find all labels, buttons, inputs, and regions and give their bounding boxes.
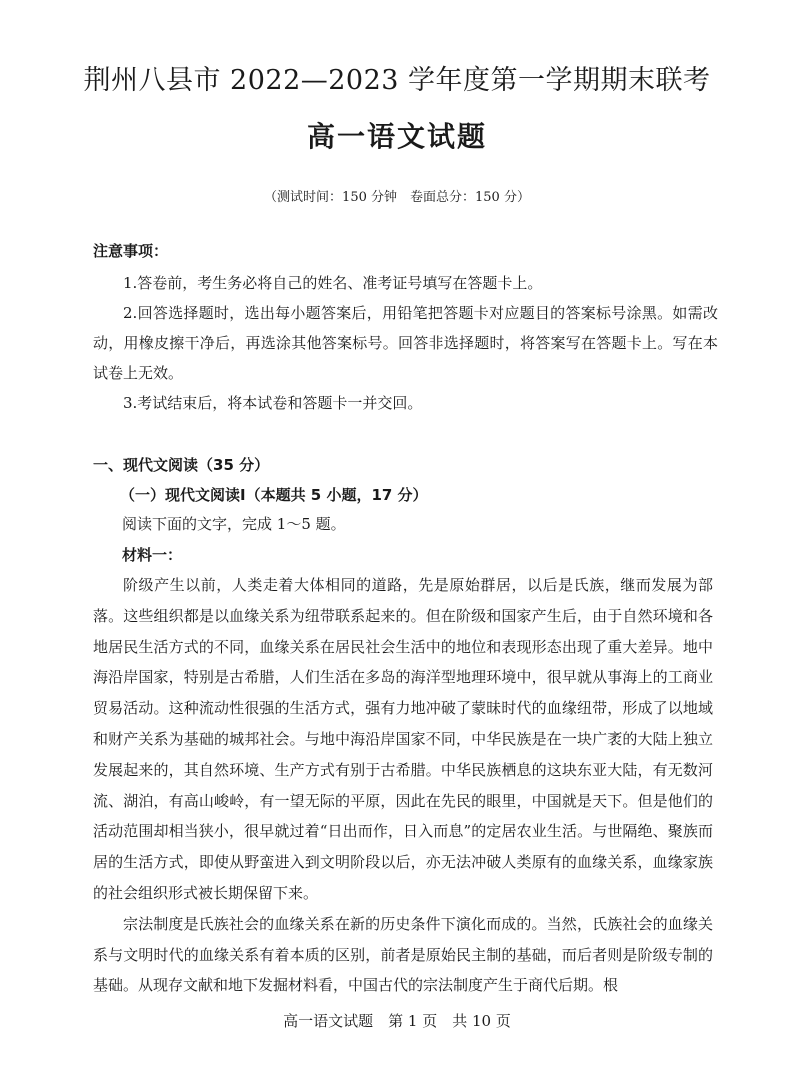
passage-paragraph: 宗法制度是氏族社会的血缘关系在新的历史条件下演化而成的。当然，氏族社会的血缘关系与文明时代的血缘关系有着本质的区别，前者是原始民主制的基础，而后者则是阶级专制的基础。从现存文献和地下发掘材料看，中国古代的宗法制度产生于商代后期。根 bbox=[93, 914, 713, 995]
material-label: 材料一： bbox=[122, 546, 183, 564]
reading-passage bbox=[93, 570, 713, 1001]
note-item: 2.回答选择题时，选出每小题答案后，用铅笔把答题卡对应题目的答案标号涂黑。如需改动，用橡皮擦干净后，再选涂其他答案标号。回答非选择题时，将答案写在答题卡上。写在本试卷上无效。 bbox=[93, 304, 718, 382]
exam-title: 荆州八县市 2022—2023 学年度第一学期期末联考 bbox=[83, 65, 711, 96]
passage-paragraph: 阶级产生以前，人类走着大体相同的道路，先是原始群居，以后是氏族，继而发展为部落。这些组织都是以血缘关系为纽带联系起来的。但在阶级和国家产生后，由于自然环境和各地居民生活方式的不同，血缘关系在居民社会生活中的地位和表现形态出现了重大差异。地中海沿岸国家，特别是古希腊，人们生活在多岛的海洋型地理环境中，很早就从事海上的工商业贸易活动。这种流动性很强的生活方式，强有力地冲破了蒙昧时代的血缘纽带，形成了以地域和财产关系为基础的城邦社会。与地中海沿岸国家不同，中华民族是在一块广袤的大陆上独立发展起来的，其自然环境、生产方式有别于古希腊。中华民族栖息的这块东亚大陆，有无数河流、湖泊，有高山峻岭，有一望无际的平原，因此在先民的眼里，中国就是天下。但是他们的活动范围却相当狭小，很早就过着“日出而作，日入而息”的定居农业生活。与世隔绝、聚族而居的生活方式，即使从野蛮进入到文明阶段以后，亦无法冲破人类原有的血缘关系，血缘家族的社会组织形式被长期保留下来。 bbox=[93, 576, 713, 902]
subject-title: 高一语文试题 bbox=[306, 120, 487, 153]
reading-instruction: 阅读下面的文字，完成 1～5 题。 bbox=[122, 515, 346, 533]
section-heading: 一、现代文阅读（35 分） bbox=[93, 456, 270, 474]
exam-meta: （测试时间：150 分钟 卷面总分：150 分） bbox=[264, 190, 530, 205]
subsection-heading: （一）现代文阅读Ⅰ（本题共 5 小题，17 分） bbox=[120, 486, 428, 504]
notes-list bbox=[93, 268, 718, 418]
note-item: 3.考试结束后，将本试卷和答题卡一并交回。 bbox=[123, 394, 423, 412]
note-item: 1.答卷前，考生务必将自己的姓名、准考证号填写在答题卡上。 bbox=[123, 274, 543, 292]
notes-heading: 注意事项： bbox=[93, 242, 169, 260]
page-footer: 高一语文试题 第 1 页 共 10 页 bbox=[283, 1012, 511, 1030]
